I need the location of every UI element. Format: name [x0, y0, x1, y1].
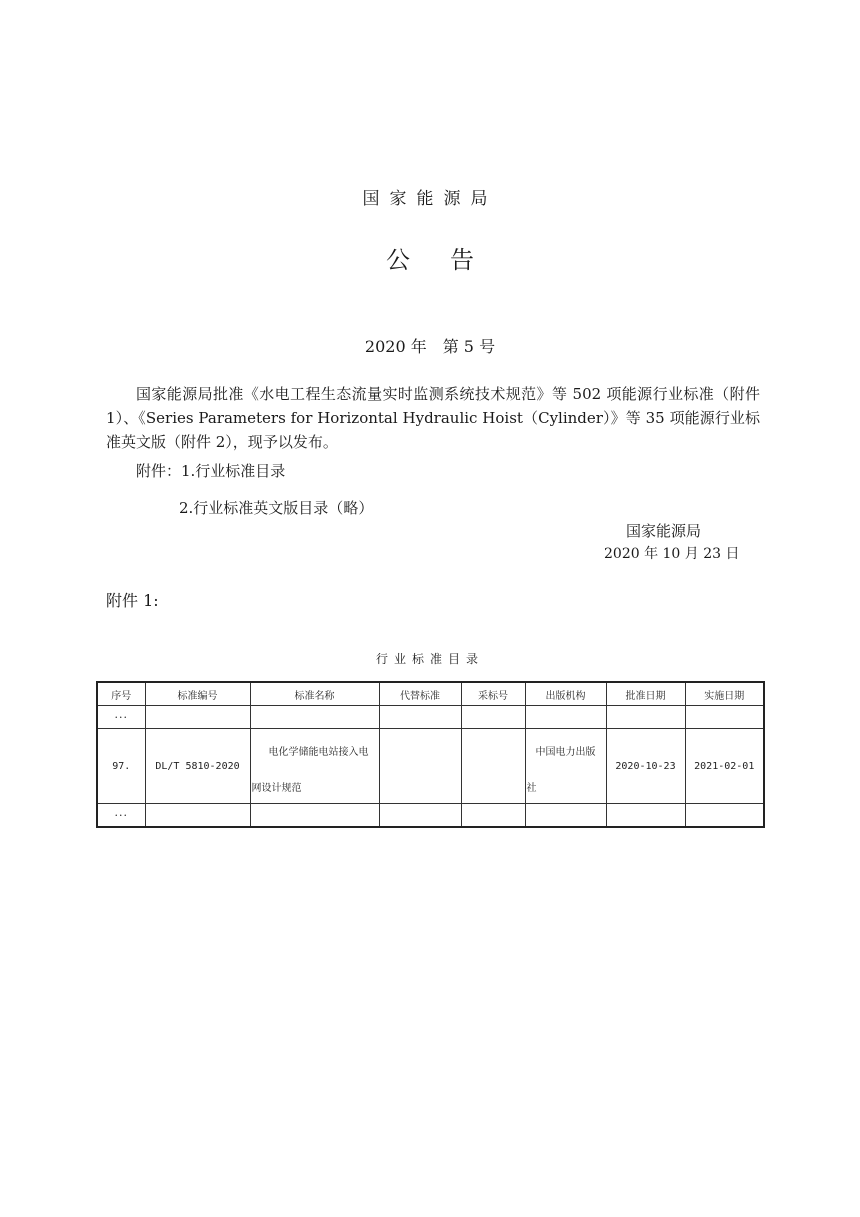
annex-label: 附件 1:: [106, 591, 159, 610]
standards-catalog-table: [96, 681, 765, 828]
table-cell: [461, 706, 525, 729]
cell-publisher-line-2: 社: [526, 783, 537, 794]
column-header-approval-date: 批准日期: [606, 682, 685, 706]
document-number: 2020 年 第 5 号: [364, 337, 496, 356]
ellipsis-cell: ···: [97, 804, 145, 828]
column-header-adopted: 采标号: [461, 682, 525, 706]
table-cell: [525, 706, 606, 729]
table-cell: [685, 804, 764, 828]
table-cell: [461, 804, 525, 828]
ellipsis-cell: ···: [97, 706, 145, 729]
signature-date: 2020 年 10 月 23 日: [604, 546, 740, 562]
cell-publisher-line-1: 中国电力出版: [535, 747, 596, 758]
table-cell: [606, 706, 685, 729]
table-cell: [379, 706, 461, 729]
table-title: 行业标准目录: [375, 652, 484, 666]
table-row: [97, 706, 764, 729]
table-row: [97, 804, 764, 828]
table-cell: [250, 706, 379, 729]
notice-title: 公告: [386, 246, 514, 274]
cell-seq: 97.: [97, 729, 145, 804]
cell-publisher: [525, 729, 606, 804]
column-header-name: 标准名称: [250, 682, 379, 706]
cell-name-line-2: 网设计规范: [251, 783, 302, 794]
cell-code: DL/T 5810-2020: [145, 729, 250, 804]
table-cell: [606, 804, 685, 828]
cell-effective-date: 2021-02-01: [685, 729, 764, 804]
column-header-replaces: 代替标准: [379, 682, 461, 706]
issuing-organization: 国家能源局: [362, 189, 498, 209]
signature-organization: 国家能源局: [626, 522, 702, 540]
announcement-paragraph: 国家能源局批准《水电工程生态流量实时监测系统技术规范》等 502 项能源行业标准（附件 1）、《Series Parameters for Horizontal Hydraulic Hoist（Cylinder）》等 35 项能源行业标准英文版（附件 2），现予以发布。: [106, 385, 760, 451]
table-cell: [145, 804, 250, 828]
table-cell: [379, 804, 461, 828]
table-row: [97, 729, 764, 804]
column-header-code: 标准编号: [145, 682, 250, 706]
column-header-publisher: 出版机构: [525, 682, 606, 706]
attachment-list-item-1: 附件：1.行业标准目录: [136, 462, 286, 480]
cell-adopted: [461, 729, 525, 804]
table-cell: [250, 804, 379, 828]
column-header-seq: 序号: [97, 682, 145, 706]
cell-approval-date: 2020-10-23: [606, 729, 685, 804]
cell-name: [250, 729, 379, 804]
cell-name-line-1: 电化学储能电站接入电: [268, 747, 369, 758]
column-header-effective-date: 实施日期: [685, 682, 764, 706]
cell-replaces: [379, 729, 461, 804]
table-cell: [525, 804, 606, 828]
table-cell: [145, 706, 250, 729]
attachment-list-item-2: 2.行业标准英文版目录（略）: [179, 499, 374, 517]
table-header-row: [97, 682, 764, 706]
table-cell: [685, 706, 764, 729]
